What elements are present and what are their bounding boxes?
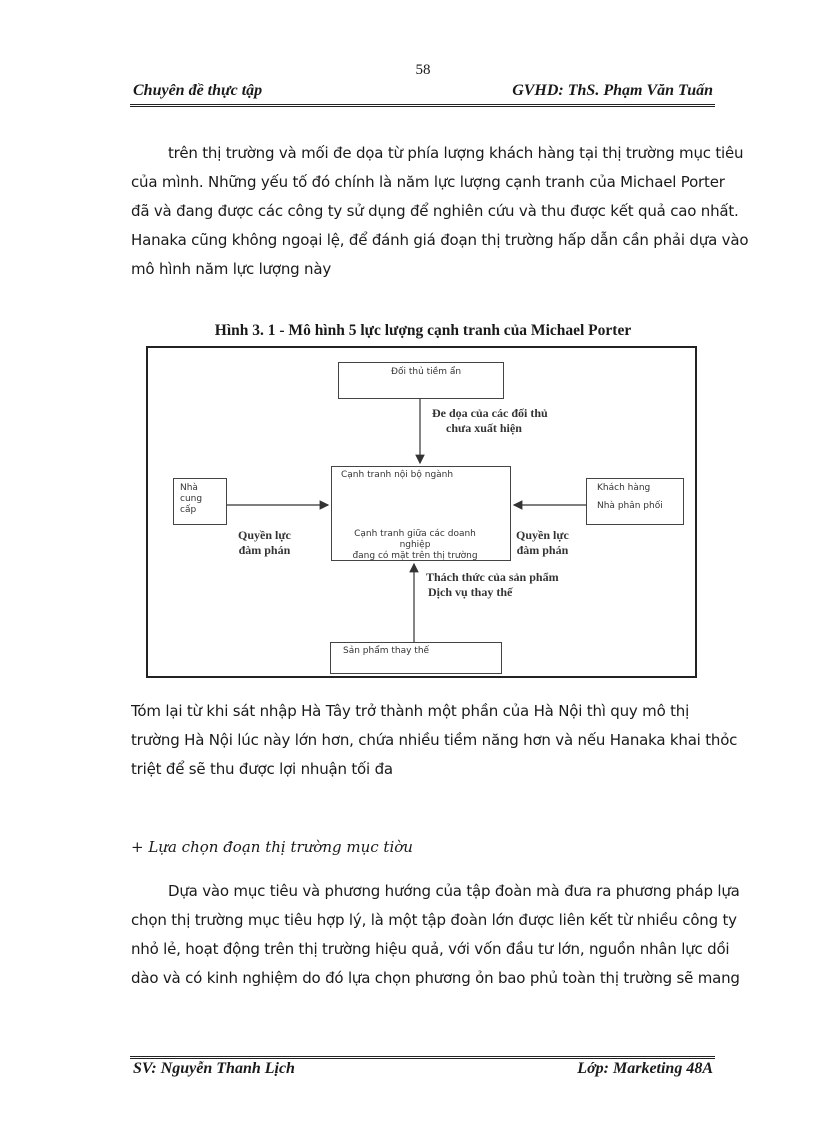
supplier-power-line2: đàm phán [238,543,291,557]
substitute-threat-line1: Thách thức của sản phẩm [426,570,559,584]
page-footer [133,1060,713,1082]
porter-five-forces-diagram [146,346,697,678]
suppliers-line3: cấp [180,505,197,515]
suppliers-line1: Nhà [180,483,198,493]
paragraph-intro [131,139,749,284]
customers-label: Khách hàng [597,483,651,493]
supplier-power-line1: Quyền lực [238,528,291,542]
paragraph-line: Hanaka cũng không ngoại lệ, để đánh giá đoạn thị trường hấp dẫn cần phải dựa vào [131,231,749,249]
footer-student-name: SV: Nguyễn Thanh Lịch [133,1060,295,1077]
paragraph-line: trường Hà Nội lúc này lớn hơn, chứa nhiều tiềm năng hơn và nếu Hanaka khai thỏc [131,731,738,749]
paragraph-line: đã và đang được các công ty sử dụng để nghiên cứu và thu được kết quả cao nhất. [131,202,739,220]
buyer-power-label [516,528,569,558]
threat-new-line1: Đe dọa của các đối thủ [432,406,548,420]
substitutes-box [330,642,502,674]
paragraph-line: của mình. Những yếu tố đó chính là năm lực lượng cạnh tranh của Michael Porter [131,173,725,191]
industry-rivalry-text [340,529,490,562]
paragraph-line: Tóm lại từ khi sát nhập Hà Tây trở thành một phần của Hà Nội thì quy mô thị [131,702,690,720]
rivalry-text-line2: đang có mặt trên thị trường [352,551,478,561]
section-sub-heading: + Lựa chọn đoạn thị trường mục tiờu [131,838,413,856]
page-header [133,82,713,104]
substitute-threat-line2: Dịch vụ thay thế [428,585,513,599]
paragraph-line: mô hình năm lực lượng này [131,260,332,278]
paragraph-target-market [131,877,740,993]
buyer-power-line1: Quyền lực [516,528,569,542]
distributors-label: Nhà phân phối [597,501,663,511]
substitute-threat-label [426,570,559,600]
paragraph-line: trên thị trường và mối đe dọa từ phía lượng khách hàng tại thị trường mục tiêu [168,144,744,162]
supplier-power-label [238,528,291,558]
paragraph-line: nhỏ lẻ, hoạt động trên thị trường hiệu quả, với vốn đầu tư lớn, nguồn nhân lực dồi [131,940,730,958]
potential-competitors-box [338,362,504,399]
industry-rivalry-title: Cạnh tranh nội bộ ngành [341,470,454,480]
paragraph-line: chọn thị trường mục tiêu hợp lý, là một tập đoàn lớn được liên kết từ nhiều công ty [131,911,737,929]
buyer-power-line2: đàm phán [516,543,569,557]
paragraph-line: Dựa vào mục tiêu và phương hướng của tập đoàn mà đưa ra phương pháp lựa [168,882,740,900]
paragraph-line: dào và có kinh nghiệm do đó lựa chọn phương ỏn bao phủ toàn thị trường sẽ mang [131,969,740,987]
header-divider [130,104,715,107]
industry-rivalry-box [331,466,511,561]
potential-competitors-label: Đối thủ tiềm ẩn [391,367,462,377]
figure-caption: Hình 3. 1 - Mô hình 5 lực lượng cạnh tranh của Michael Porter [214,322,632,339]
suppliers-box [173,478,227,525]
suppliers-label [180,483,202,516]
header-right-supervisor: GVHD: ThS. Phạm Văn Tuấn [512,82,713,99]
footer-divider [130,1056,715,1059]
suppliers-line2: cung [180,494,203,504]
paragraph-summary [131,697,738,784]
paragraph-line: triệt để sẽ thu được lợi nhuận tối đa [131,760,393,778]
substitutes-label: Sản phẩm thay thế [343,646,430,656]
footer-class: Lớp: Marketing 48A [577,1060,713,1077]
threat-new-line2: chưa xuất hiện [446,421,522,435]
header-left-title: Chuyên đề thực tập [133,82,263,99]
threat-new-entrants-label [432,406,548,436]
page-number: 58 [415,62,431,78]
rivalry-text-line1: Cạnh tranh giữa các doanh nghiệp [354,529,476,550]
customers-box [586,478,684,525]
